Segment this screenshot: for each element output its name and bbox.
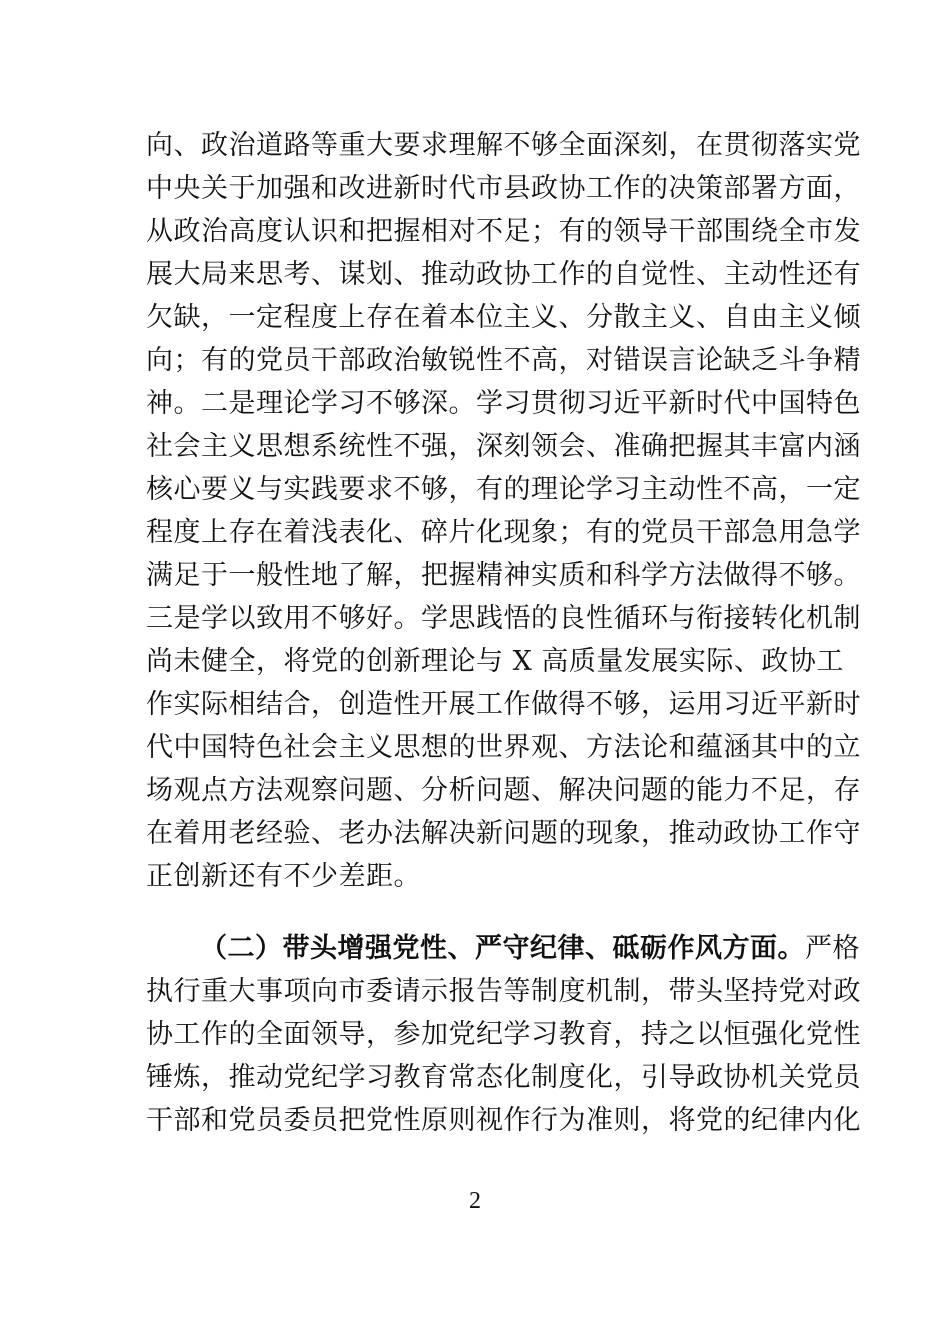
page-number: 2 [469, 1188, 481, 1214]
body-text-line: 三是学以致用不够好。学思践悟的良性循环与衔接转化机制 [146, 603, 861, 634]
body-text-line: 在着用老经验、老办法解决新问题的现象，推动政协工作守 [146, 818, 861, 849]
body-text-line: 展大局来思考、谋划、推动政协工作的自觉性、主动性还有 [146, 259, 861, 290]
body-text-line: 正创新还有不少差距。 [146, 861, 421, 892]
body-text-line: 满足于一般性地了解，把握精神实质和科学方法做得不够。 [146, 560, 861, 591]
body-text-line: 尚未健全，将党的创新理论与 X 高质量发展实际、政协工 [146, 646, 844, 677]
section-heading-line [200, 927, 860, 971]
section-heading: （二）带头增强党性、严守纪律、砥砺作风方面。 [200, 933, 805, 964]
body-text-line: 中央关于加强和改进新时代市县政协工作的决策部署方面， [146, 173, 861, 204]
section-text-line: 协工作的全面领导，参加党纪学习教育，持之以恒强化党性 [146, 1019, 861, 1050]
body-text-line: 欠缺，一定程度上存在着本位主义、分散主义、自由主义倾 [146, 302, 861, 333]
section-heading-continuation: 严格 [805, 933, 860, 964]
body-text-line: 神。二是理论学习不够深。学习贯彻习近平新时代中国特色 [146, 388, 861, 419]
body-text-line: 从政治高度认识和把握相对不足；有的领导干部围绕全市发 [146, 216, 861, 247]
body-text-line: 场观点方法观察问题、分析问题、解决问题的能力不足，存 [146, 775, 861, 806]
body-text-line: 代中国特色社会主义思想的世界观、方法论和蕴涵其中的立 [146, 732, 861, 763]
body-text-line: 向；有的党员干部政治敏锐性不高，对错误言论缺乏斗争精 [146, 345, 861, 376]
section-text-line: 锤炼，推动党纪学习教育常态化制度化，引导政协机关党员 [146, 1062, 861, 1093]
body-text-line: 核心要义与实践要求不够，有的理论学习主动性不高，一定 [146, 474, 861, 505]
body-text-line: 社会主义思想系统性不强，深刻领会、准确把握其丰富内涵 [146, 431, 861, 462]
section-text-line: 干部和党员委员把党性原则视作行为准则，将党的纪律内化 [146, 1105, 861, 1136]
section-text-line: 执行重大事项向市委请示报告等制度机制，带头坚持党对政 [146, 976, 861, 1007]
body-text-line: 向、政治道路等重大要求理解不够全面深刻，在贯彻落实党 [146, 130, 861, 161]
body-text-line: 作实际相结合，创造性开展工作做得不够，运用习近平新时 [146, 689, 861, 720]
body-text-line: 程度上存在着浅表化、碎片化现象；有的党员干部急用急学 [146, 517, 861, 548]
